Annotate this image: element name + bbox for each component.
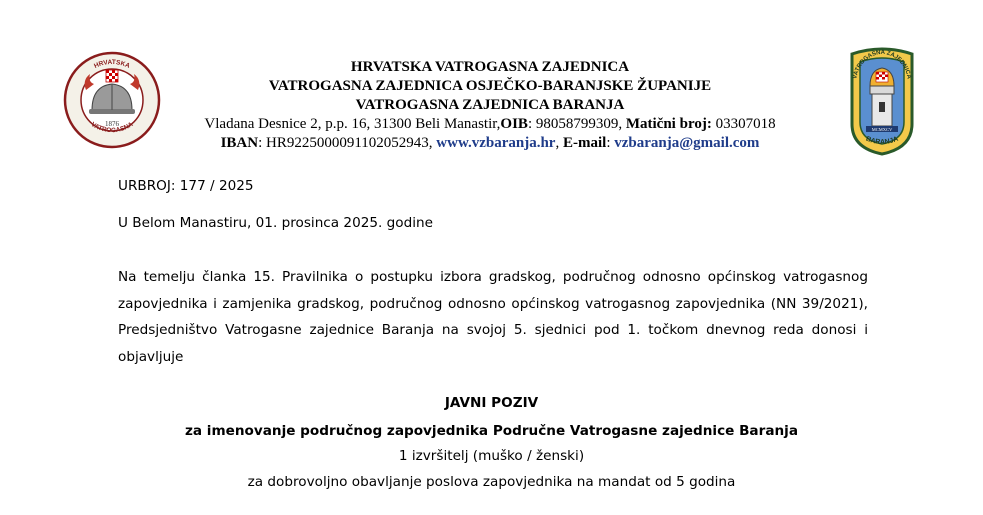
hvz-logo-text-top: HRVATSKA [93, 58, 131, 70]
document-title: JAVNI POZIV [444, 395, 539, 411]
letterhead-line-3: VATROGASNA ZAJEDNICA BARANJA [355, 97, 625, 113]
intro-paragraph: Na temelju članka 15. Pravilnika o postupku izbora gradskog, područnog odnosno općinskog vatrogasnog zapovjednika i zamjenika gradskog, područnog odnosno općinskog vatrogasnog zapovjednika (NN 39/2021), Predsjedništvo Vatrogasne zajednice Baranja na svojoj 5. sjednici pod 1. točkom dnevnog reda donosi i objavljuje [118, 269, 868, 365]
iban-value: : HR9225000091102052943, [258, 135, 437, 151]
place-date: U Belom Manastiru, 01. prosinca 2025. godine [118, 215, 433, 231]
vz-baranja-logo-year: MCMXCV [871, 127, 893, 132]
purpose-line: za dobrovoljno obavljanje poslova zapovjednika na mandat od 5 godina [247, 474, 736, 490]
urbroj: URBROJ: 177 / 2025 [118, 178, 254, 194]
letterhead-address-line [160, 115, 820, 134]
oib-label: OIB [500, 116, 528, 132]
separator: , [555, 135, 563, 151]
iban-label: IBAN [220, 135, 259, 151]
maticni-broj-label: Matični broj: [625, 116, 712, 132]
vz-baranja-logo-text-top: VATROGASNA ZAJEDNICA [852, 49, 912, 80]
document-subtitle: za imenovanje područnog zapovjednika Područne Vatrogasne zajednice Baranja [184, 423, 798, 439]
letterhead-line-1: HRVATSKA VATROGASNA ZAJEDNICA [350, 59, 630, 75]
vz-baranja-logo-text-bottom: BARANJA [864, 135, 900, 147]
letterhead-line-2: VATROGASNA ZAJEDNICA OSJEČKO-BARANJSKE ŽUPANIJE [268, 78, 712, 94]
letterhead [160, 58, 820, 153]
email-link[interactable]: vzbaranja@gmail.com [614, 135, 760, 151]
hvz-logo-text-bottom: VATROGASNA [89, 121, 135, 135]
executors-line: 1 izvršitelj (muško / ženski) [398, 448, 585, 464]
hvz-logo-year: 1876 [105, 120, 119, 128]
email-colon: : [606, 135, 615, 151]
maticni-broj-value: 03307018 [711, 116, 776, 132]
email-label: E-mail [562, 135, 607, 151]
address: Vladana Desnice 2, p.p. 16, 31300 Beli Manastir, [204, 116, 501, 132]
vz-baranja-logo [848, 44, 916, 156]
oib-value: : 98058799309, [527, 116, 626, 132]
letterhead-contact-line [160, 134, 820, 153]
website-link[interactable]: www.vzbaranja.hr [436, 135, 556, 151]
hvz-logo [62, 50, 162, 150]
